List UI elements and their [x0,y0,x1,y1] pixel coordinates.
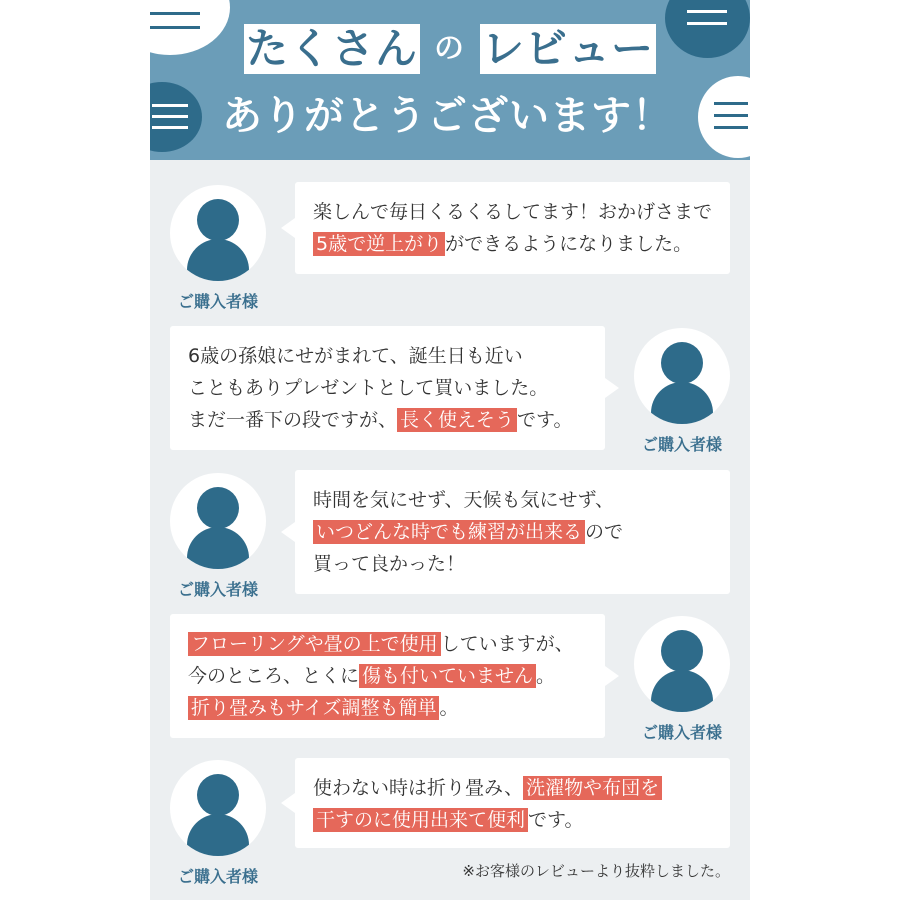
avatar [170,185,266,281]
buyer-label: ご購入者様 [177,292,258,311]
person-head-icon [197,487,239,529]
person-body-icon [651,670,713,712]
review-line [188,692,587,724]
title-word-review: レビュー [481,24,654,73]
bubble-tail [281,793,295,813]
review-line [313,516,712,548]
bubble-tail [281,522,295,542]
deco-bubble-right [698,76,750,158]
person-head-icon [661,630,703,672]
avatar [634,328,730,424]
highlight-text: 洗濯物や布団を [523,776,662,800]
review-line [313,484,712,516]
review-line [313,228,712,260]
review-text: 6歳の孫娘にせがまれて、誕生日も近い [188,345,523,367]
review-line [313,548,712,580]
person-head-icon [661,342,703,384]
review-line [188,340,587,372]
bubble-tail [605,666,619,686]
review-text: ができるようになりました。 [445,233,693,255]
review-line [313,804,712,836]
review-text: 。 [536,665,556,687]
title-particle-no: の [434,31,464,66]
review-bubble [295,182,730,274]
review-panel [150,0,750,900]
review-text: 時間を気にせず、天候も気にせず、 [313,489,614,511]
buyer-avatar-block [163,185,273,312]
bubble-tail [281,218,295,238]
person-body-icon [651,382,713,424]
review-text: 。 [439,697,459,719]
review-text: ので [585,521,624,543]
deco-bubble-top-right [665,0,750,58]
review-line [188,660,587,692]
highlight-text: 折り畳みもサイズ調整も簡単 [188,696,439,720]
highlight-text: 長く使えそう [397,408,517,432]
buyer-label: ご購入者様 [177,580,258,599]
buyer-label: ご購入者様 [641,723,722,742]
review-text: です。 [517,409,573,431]
avatar [634,616,730,712]
deco-bubble-left [150,82,202,152]
review-bubble [170,614,605,738]
highlight-text: フローリングや畳の上で使用 [188,632,441,656]
title-thanks: ありがとうございます！ [222,93,673,139]
buyer-avatar-block [627,328,737,455]
person-body-icon [187,239,249,281]
review-text: していますが、 [440,633,574,655]
title-word-takusan: たくさん [245,24,418,73]
person-head-icon [197,774,239,816]
review-line [188,404,587,436]
avatar [170,473,266,569]
buyer-avatar-block [163,760,273,887]
excerpt-note: ※お客様のレビューより抜粋しました。 [462,862,730,880]
review-text: 今のところ、とくに [188,665,360,687]
highlight-text: 干すのに使用出来て便利 [313,808,528,832]
buyer-label: ご購入者様 [641,435,722,454]
highlight-text: 傷も付いていません [359,664,536,688]
review-text: まだ一番下の段ですが、 [188,409,398,431]
review-text: です。 [528,809,584,831]
buyer-avatar-block [163,473,273,600]
review-bubble [295,470,730,594]
review-text: 使わない時は折り畳み、 [313,777,524,799]
review-text: 買って良かった！ [313,553,466,575]
person-body-icon [187,527,249,569]
deco-bubble-top-left [150,0,230,55]
highlight-text: 5歳で逆上がり [313,232,445,256]
header-banner [150,0,750,160]
review-text: 楽しんで毎日くるくるしてます！おかげさまで [313,201,713,223]
review-line [313,772,712,804]
highlight-text: いつどんな時でも練習が出来る [313,520,585,544]
review-line [188,372,587,404]
review-bubble [170,326,605,450]
review-line [313,196,712,228]
review-text: こともありプレゼントとして買いました。 [188,377,549,399]
review-bubble [295,758,730,848]
review-line [188,628,587,660]
person-body-icon [187,814,249,856]
avatar [170,760,266,856]
buyer-avatar-block [627,616,737,743]
person-head-icon [197,199,239,241]
buyer-label: ご購入者様 [177,867,258,886]
bubble-tail [605,378,619,398]
